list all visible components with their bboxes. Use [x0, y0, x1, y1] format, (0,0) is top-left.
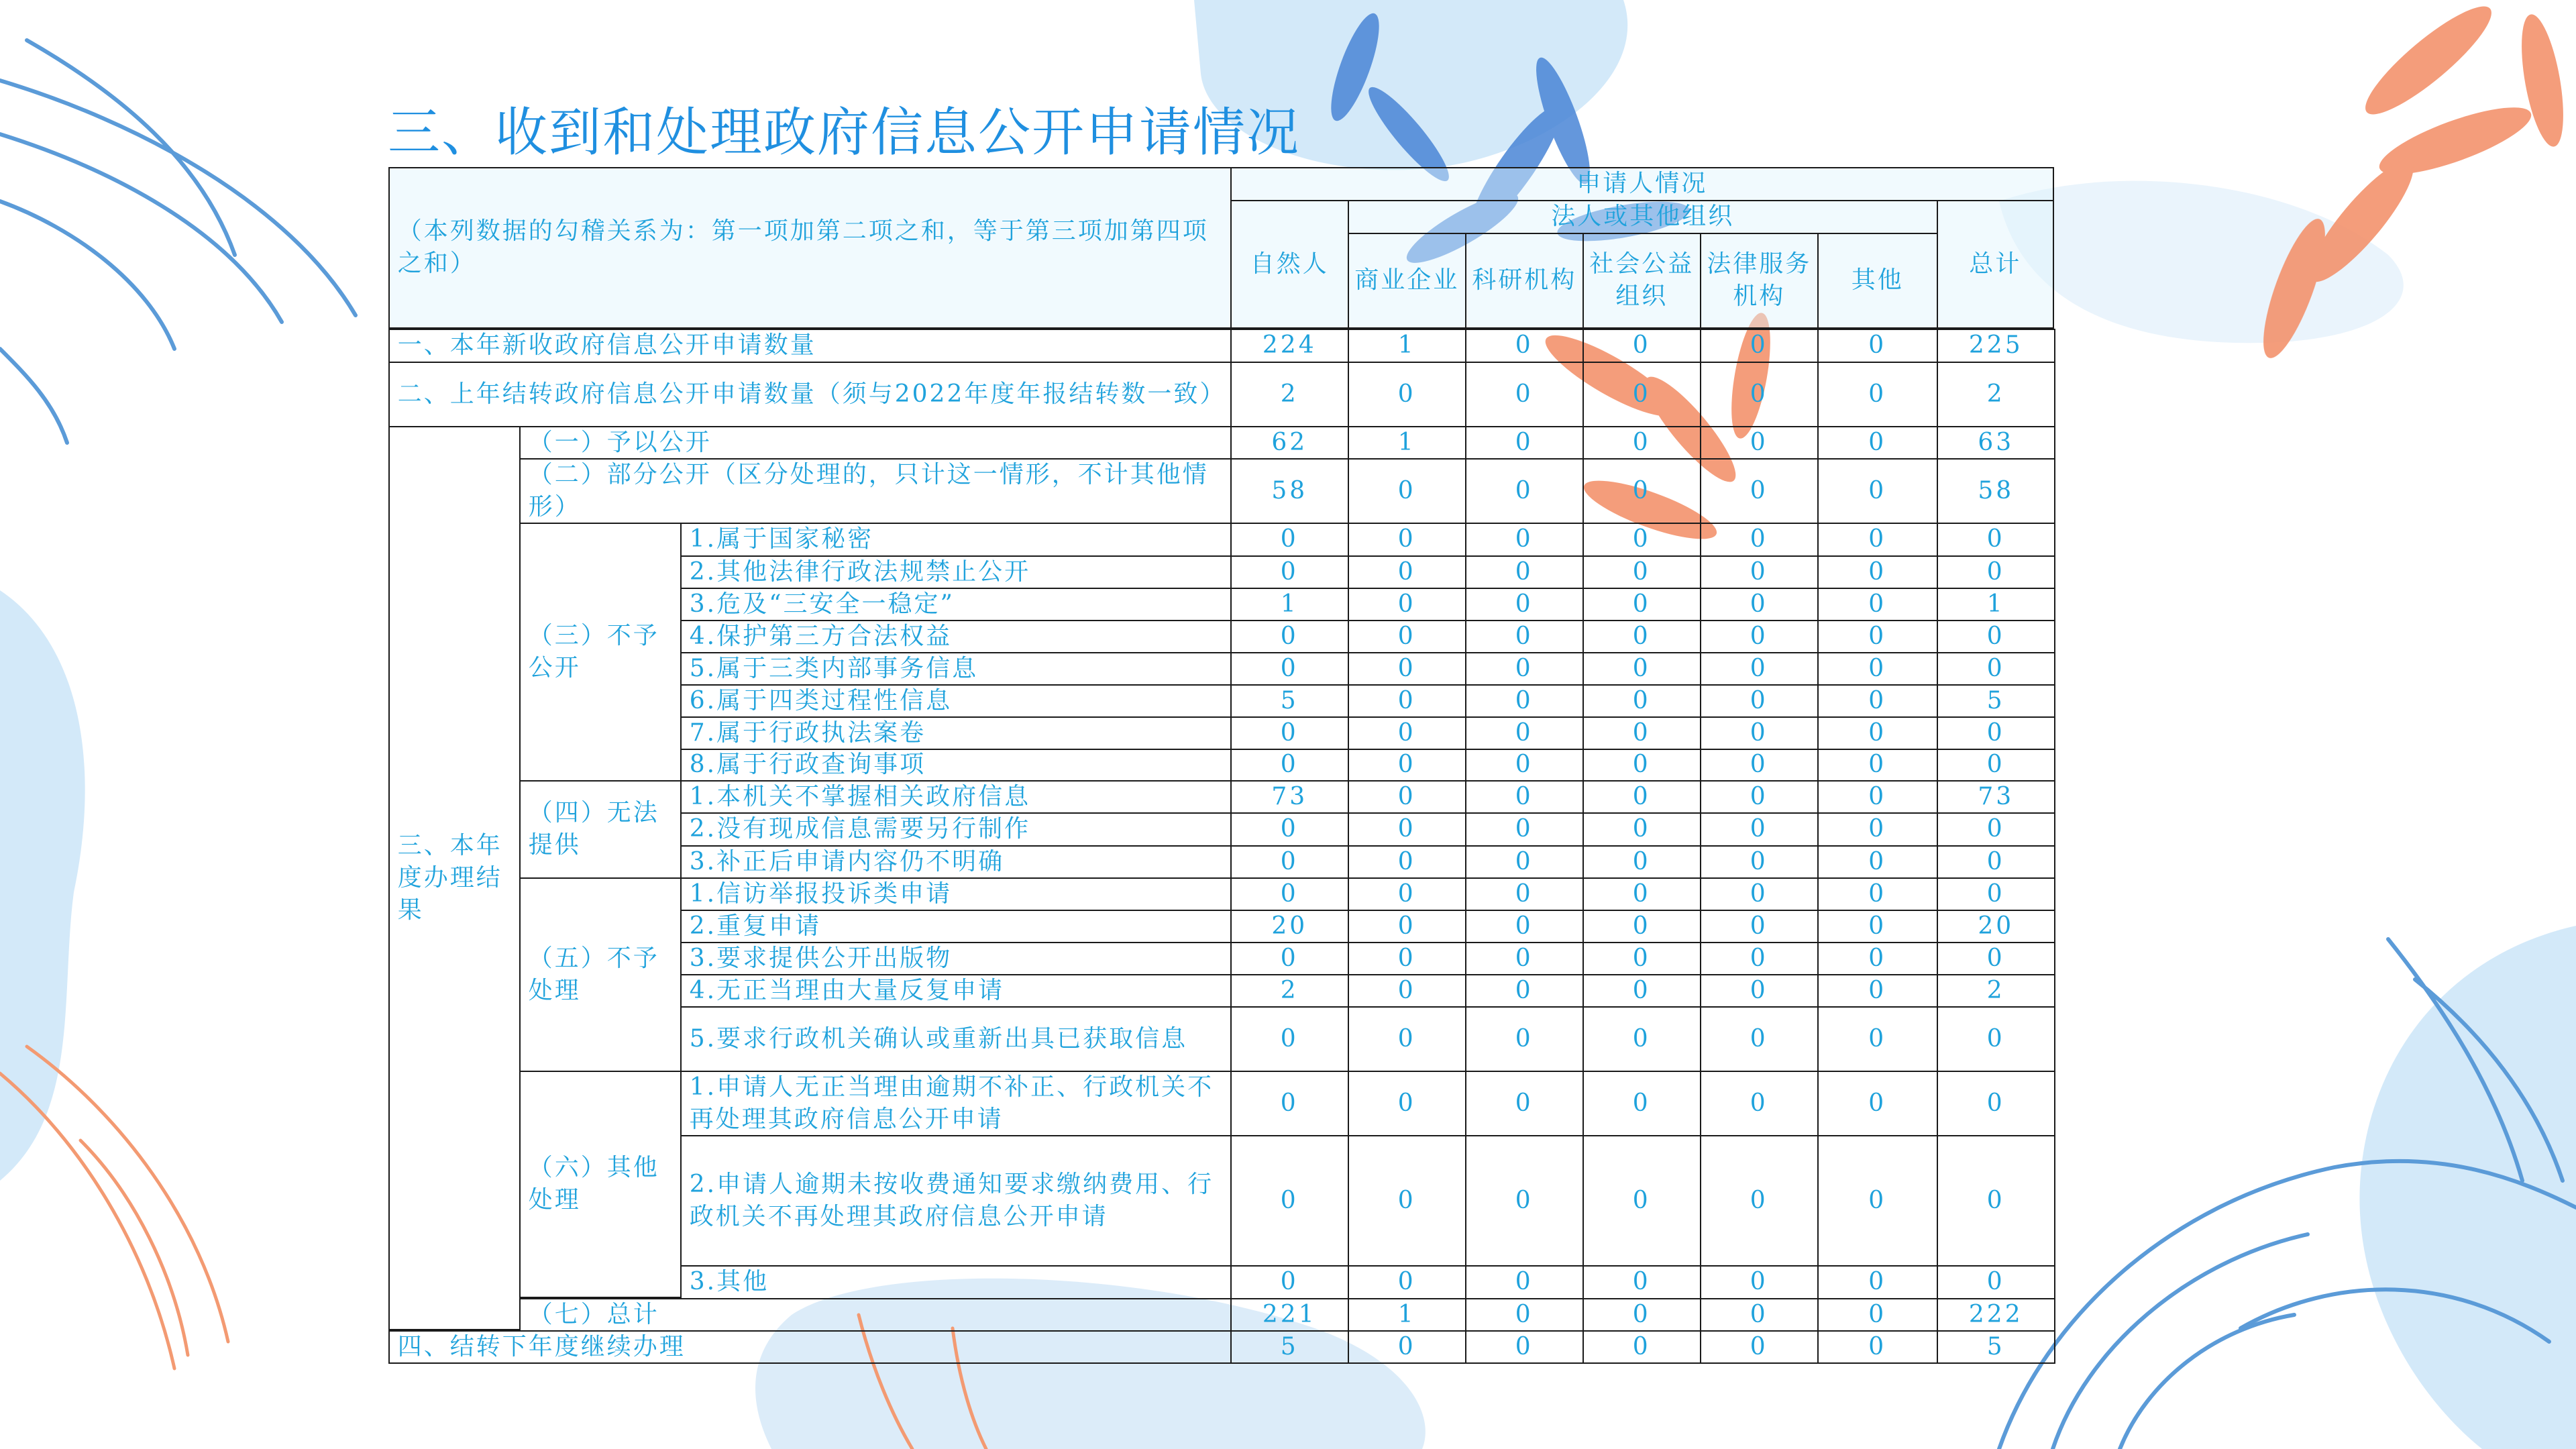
row-value-cell: 0 [1348, 716, 1466, 750]
header-col-legal-service: 法律服务机构 [1700, 233, 1819, 329]
row-value-cell: 1 [1348, 426, 1466, 460]
row-value-cell: 0 [1817, 523, 1938, 557]
row-value-cell: 0 [1817, 749, 1938, 782]
row-value-cell: 0 [1348, 1265, 1466, 1299]
row-value-cell: 0 [1817, 877, 1938, 911]
row-value-cell: 0 [1348, 812, 1466, 847]
row-value-cell: 0 [1700, 588, 1819, 621]
row-value-cell: 73 [1230, 780, 1349, 814]
row-value-cell: 0 [1700, 426, 1819, 460]
header-applicant: 申请人情况 [1230, 167, 2054, 201]
row-value-cell: 0 [1465, 910, 1584, 943]
group-not-disclosed: （三）不予公开 [519, 523, 682, 782]
row-value-cell: 0 [1348, 588, 1466, 621]
row-value-cell: 0 [1700, 845, 1819, 879]
row-value-cell: 0 [1937, 1071, 2055, 1136]
row-value-cell: 0 [1465, 329, 1584, 363]
row-value-cell: 2 [1937, 974, 2055, 1008]
row-value-cell: 0 [1817, 1006, 1938, 1072]
row-value-cell: 0 [1348, 1071, 1466, 1136]
row-value-cell: 221 [1230, 1298, 1349, 1332]
header-col-total: 总计 [1937, 200, 2054, 329]
row-value-cell: 0 [1582, 588, 1701, 621]
row-label: 3.其他 [680, 1265, 1232, 1299]
row-value-cell: 0 [1465, 362, 1584, 427]
row-label: 6.属于四类过程性信息 [680, 684, 1232, 718]
row-value-cell: 0 [1465, 1330, 1584, 1364]
row-value-cell: 0 [1348, 684, 1466, 718]
row-label: 2.重复申请 [680, 910, 1232, 943]
row-value-cell: 0 [1230, 1071, 1349, 1136]
row-label: 2.申请人逾期未按收费通知要求缴纳费用、行政机关不再处理其政府信息公开申请 [680, 1135, 1232, 1267]
row-value-cell: 0 [1582, 555, 1701, 589]
row-value-cell: 0 [1817, 362, 1938, 427]
group-other-handling: （六）其他处理 [519, 1071, 682, 1298]
row-value-cell: 0 [1937, 942, 2055, 975]
row-label: （七）总计 [519, 1298, 1232, 1332]
row-value-cell: 0 [1582, 1006, 1701, 1072]
row-value-cell: 0 [1230, 749, 1349, 782]
row-value-cell: 0 [1230, 716, 1349, 750]
row-value-cell: 0 [1582, 426, 1701, 460]
row-value-cell: 0 [1465, 652, 1584, 686]
row-value-cell: 0 [1230, 877, 1349, 911]
row-label: 四、结转下年度继续办理 [388, 1330, 1232, 1364]
row-value-cell: 58 [1937, 458, 2055, 524]
row-value-cell: 225 [1937, 329, 2055, 363]
row-value-cell: 0 [1348, 942, 1466, 975]
row-value-cell: 0 [1817, 1071, 1938, 1136]
row-value-cell: 20 [1937, 910, 2055, 943]
row-value-cell: 0 [1582, 1071, 1701, 1136]
row-value-cell: 0 [1817, 812, 1938, 847]
row-value-cell: 0 [1700, 523, 1819, 557]
row-value-cell: 0 [1582, 749, 1701, 782]
row-value-cell: 0 [1582, 780, 1701, 814]
row-value-cell: 0 [1465, 1298, 1584, 1332]
row-value-cell: 0 [1230, 812, 1349, 847]
row-value-cell: 0 [1582, 716, 1701, 750]
row-value-cell: 0 [1465, 458, 1584, 524]
row-label: （二）部分公开（区分处理的，只计这一情形，不计其他情形） [519, 458, 1232, 524]
row-value-cell: 0 [1348, 652, 1466, 686]
row-value-cell: 0 [1937, 620, 2055, 653]
row-value-cell: 0 [1348, 877, 1466, 911]
row-value-cell: 0 [1700, 620, 1819, 653]
row-value-cell: 5 [1937, 684, 2055, 718]
row-value-cell: 0 [1582, 942, 1701, 975]
row-value-cell: 1 [1348, 329, 1466, 363]
row-value-cell: 0 [1700, 1330, 1819, 1364]
row-label: 1.属于国家秘密 [680, 523, 1232, 557]
row-value-cell: 0 [1348, 555, 1466, 589]
row-value-cell: 0 [1582, 845, 1701, 879]
row-value-cell: 0 [1230, 652, 1349, 686]
row-value-cell: 0 [1230, 1135, 1349, 1267]
row-label: 一、本年新收政府信息公开申请数量 [388, 329, 1232, 363]
row-value-cell: 0 [1700, 812, 1819, 847]
row-value-cell: 0 [1582, 1330, 1701, 1364]
row-value-cell: 0 [1817, 716, 1938, 750]
row-value-cell: 0 [1582, 458, 1701, 524]
row-value-cell: 5 [1937, 1330, 2055, 1364]
row-value-cell: 0 [1348, 362, 1466, 427]
row-value-cell: 0 [1465, 780, 1584, 814]
row-label: 5.要求行政机关确认或重新出具已获取信息 [680, 1006, 1232, 1072]
row-value-cell: 0 [1465, 749, 1584, 782]
row-value-cell: 2 [1937, 362, 2055, 427]
row-value-cell: 0 [1700, 1135, 1819, 1267]
row-value-cell: 0 [1937, 555, 2055, 589]
row-value-cell: 0 [1582, 812, 1701, 847]
row-label: 8.属于行政查询事项 [680, 749, 1232, 782]
header-col-natural-person: 自然人 [1230, 200, 1349, 329]
row-value-cell: 0 [1465, 716, 1584, 750]
row-label: 1.申请人无正当理由逾期不补正、行政机关不再处理其政府信息公开申请 [680, 1071, 1232, 1136]
government-info-application-table [389, 168, 2055, 1362]
row-value-cell: 0 [1348, 1006, 1466, 1072]
header-col-other: 其他 [1817, 233, 1938, 329]
row-value-cell: 2 [1230, 974, 1349, 1008]
row-value-cell: 0 [1348, 845, 1466, 879]
row-value-cell: 224 [1230, 329, 1349, 363]
row-value-cell: 0 [1465, 974, 1584, 1008]
row-value-cell: 0 [1700, 749, 1819, 782]
row-value-cell: 0 [1817, 974, 1938, 1008]
row-value-cell: 0 [1582, 362, 1701, 427]
row-value-cell: 0 [1465, 684, 1584, 718]
row-value-cell: 0 [1348, 458, 1466, 524]
row-value-cell: 0 [1465, 1135, 1584, 1267]
row-value-cell: 0 [1700, 1265, 1819, 1299]
row-value-cell: 5 [1230, 1330, 1349, 1364]
row-label: 3.要求提供公开出版物 [680, 942, 1232, 975]
row-value-cell: 0 [1700, 684, 1819, 718]
row-value-cell: 0 [1817, 780, 1938, 814]
row-value-cell: 0 [1700, 910, 1819, 943]
row-value-cell: 0 [1700, 1298, 1819, 1332]
row-value-cell: 0 [1230, 1006, 1349, 1072]
row-value-cell: 0 [1348, 620, 1466, 653]
row-value-cell: 0 [1817, 426, 1938, 460]
row-value-cell: 2 [1230, 362, 1349, 427]
row-value-cell: 0 [1465, 555, 1584, 589]
row-value-cell: 0 [1582, 523, 1701, 557]
row-value-cell: 0 [1465, 523, 1584, 557]
row-value-cell: 0 [1700, 780, 1819, 814]
row-label: 2.其他法律行政法规禁止公开 [680, 555, 1232, 589]
row-label: 5.属于三类内部事务信息 [680, 652, 1232, 686]
row-label: 2.没有现成信息需要另行制作 [680, 812, 1232, 847]
row-value-cell: 0 [1937, 877, 2055, 911]
row-value-cell: 0 [1817, 910, 1938, 943]
row-value-cell: 0 [1230, 555, 1349, 589]
row-value-cell: 0 [1817, 1265, 1938, 1299]
header-note: （本列数据的勾稽关系为：第一项加第二项之和，等于第三项加第四项之和） [388, 167, 1232, 329]
page-title: 三、收到和处理政府信息公开申请情况 [388, 103, 1301, 163]
row-value-cell: 0 [1817, 684, 1938, 718]
header-legal-orgs: 法人或其他组织 [1348, 200, 1938, 234]
row-value-cell: 5 [1230, 684, 1349, 718]
row-value-cell: 0 [1465, 1071, 1584, 1136]
row-label: 1.信访举报投诉类申请 [680, 877, 1232, 911]
row-value-cell: 0 [1230, 845, 1349, 879]
row-value-cell: 0 [1937, 716, 2055, 750]
row-value-cell: 0 [1937, 812, 2055, 847]
row-label: 3.危及“三安全一稳定” [680, 588, 1232, 621]
group-not-processed: （五）不予处理 [519, 877, 682, 1072]
row-label: （一）予以公开 [519, 426, 1232, 460]
row-value-cell: 0 [1582, 652, 1701, 686]
row-value-cell: 62 [1230, 426, 1349, 460]
row-value-cell: 0 [1817, 1330, 1938, 1364]
row-label: 7.属于行政执法案卷 [680, 716, 1232, 750]
row-value-cell: 0 [1230, 523, 1349, 557]
row-value-cell: 0 [1582, 684, 1701, 718]
header-col-business: 商业企业 [1348, 233, 1466, 329]
row-value-cell: 0 [1937, 749, 2055, 782]
row-value-cell: 0 [1817, 588, 1938, 621]
row-value-cell: 0 [1348, 523, 1466, 557]
row-value-cell: 0 [1582, 877, 1701, 911]
row-value-cell: 0 [1582, 974, 1701, 1008]
row-value-cell: 0 [1817, 942, 1938, 975]
row-value-cell: 1 [1937, 588, 2055, 621]
row-value-cell: 0 [1582, 1135, 1701, 1267]
row-value-cell: 0 [1937, 1006, 2055, 1072]
row-value-cell: 0 [1465, 812, 1584, 847]
row-value-cell: 0 [1700, 362, 1819, 427]
row-value-cell: 0 [1700, 974, 1819, 1008]
row-value-cell: 0 [1937, 845, 2055, 879]
row-value-cell: 0 [1817, 845, 1938, 879]
row-value-cell: 0 [1700, 1071, 1819, 1136]
row-value-cell: 63 [1937, 426, 2055, 460]
row-value-cell: 20 [1230, 910, 1349, 943]
row-value-cell: 0 [1465, 1006, 1584, 1072]
row-value-cell: 0 [1348, 1330, 1466, 1364]
row-value-cell: 0 [1817, 458, 1938, 524]
row-value-cell: 0 [1348, 1135, 1466, 1267]
group-unable-to-provide: （四）无法提供 [519, 780, 682, 879]
row-value-cell: 0 [1465, 1265, 1584, 1299]
row-value-cell: 0 [1700, 942, 1819, 975]
row-value-cell: 73 [1937, 780, 2055, 814]
row-value-cell: 0 [1937, 1265, 2055, 1299]
row-value-cell: 0 [1230, 1265, 1349, 1299]
row-value-cell: 0 [1817, 652, 1938, 686]
row-value-cell: 1 [1348, 1298, 1466, 1332]
row-value-cell: 0 [1465, 845, 1584, 879]
row-value-cell: 0 [1582, 329, 1701, 363]
row-label: 1.本机关不掌握相关政府信息 [680, 780, 1232, 814]
row-value-cell: 0 [1582, 1298, 1701, 1332]
row-value-cell: 0 [1465, 942, 1584, 975]
row-value-cell: 0 [1817, 329, 1938, 363]
row-value-cell: 0 [1348, 780, 1466, 814]
row-value-cell: 0 [1700, 329, 1819, 363]
row-value-cell: 0 [1937, 523, 2055, 557]
row-value-cell: 0 [1348, 910, 1466, 943]
row-label: 二、上年结转政府信息公开申请数量（须与2022年度年报结转数一致） [388, 362, 1232, 427]
row-value-cell: 0 [1937, 1135, 2055, 1267]
row-value-cell: 0 [1230, 942, 1349, 975]
row-value-cell: 0 [1700, 877, 1819, 911]
row-value-cell: 0 [1465, 877, 1584, 911]
row-value-cell: 1 [1230, 588, 1349, 621]
row-value-cell: 0 [1348, 749, 1466, 782]
row-value-cell: 0 [1817, 1135, 1938, 1267]
header-col-research: 科研机构 [1465, 233, 1584, 329]
row-value-cell: 222 [1937, 1298, 2055, 1332]
header-col-public-welfare: 社会公益组织 [1582, 233, 1701, 329]
row-value-cell: 0 [1817, 555, 1938, 589]
row-value-cell: 0 [1465, 620, 1584, 653]
row-value-cell: 0 [1700, 716, 1819, 750]
row-value-cell: 0 [1700, 555, 1819, 589]
row-value-cell: 0 [1582, 620, 1701, 653]
row-value-cell: 0 [1465, 426, 1584, 460]
row-value-cell: 0 [1465, 588, 1584, 621]
row-value-cell: 0 [1700, 458, 1819, 524]
row-value-cell: 0 [1700, 652, 1819, 686]
row-label: 4.无正当理由大量反复申请 [680, 974, 1232, 1008]
row-label: 4.保护第三方合法权益 [680, 620, 1232, 653]
row-value-cell: 0 [1937, 652, 2055, 686]
row-value-cell: 58 [1230, 458, 1349, 524]
row-value-cell: 0 [1817, 1298, 1938, 1332]
row-value-cell: 0 [1230, 620, 1349, 653]
row-value-cell: 0 [1582, 1265, 1701, 1299]
row-value-cell: 0 [1582, 910, 1701, 943]
row-label: 3.补正后申请内容仍不明确 [680, 845, 1232, 879]
row-value-cell: 0 [1817, 620, 1938, 653]
row-value-cell: 0 [1348, 974, 1466, 1008]
row-value-cell: 0 [1700, 1006, 1819, 1072]
group-third-results: 三、本年度办理结果 [388, 426, 521, 1330]
